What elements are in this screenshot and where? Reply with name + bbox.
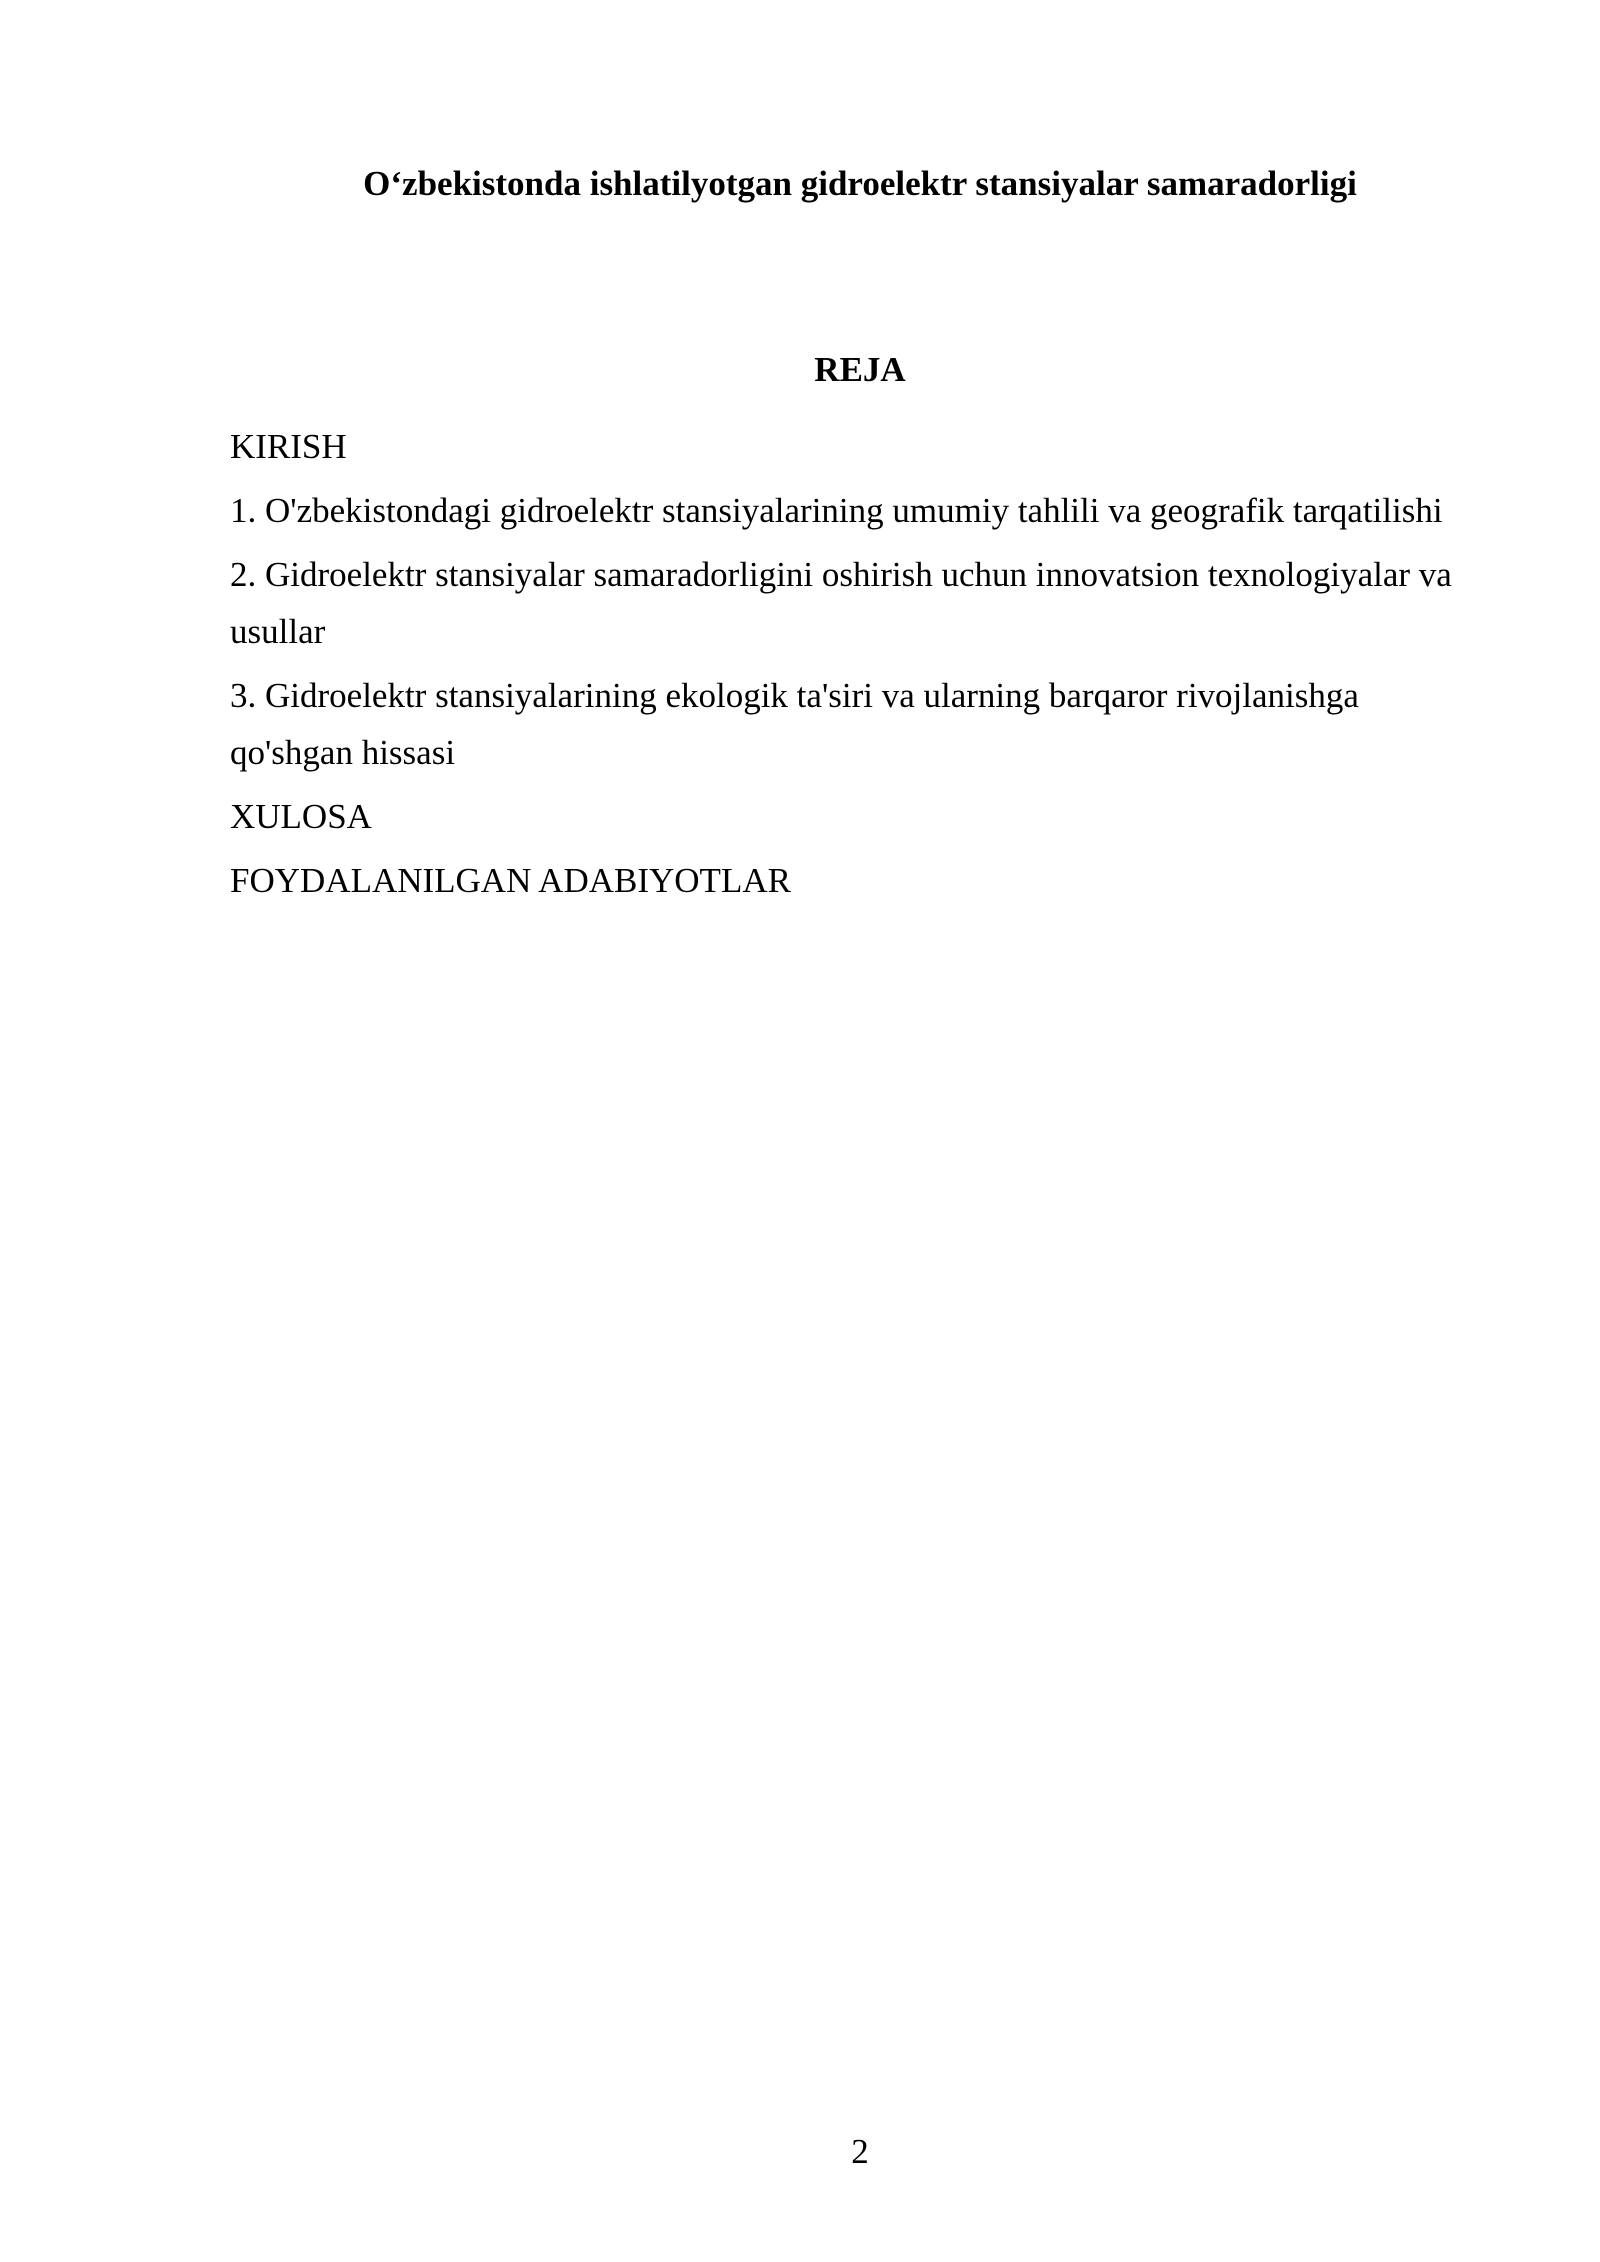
plan-item-introduction: KIRISH <box>230 427 347 466</box>
page-number: 2 <box>851 2132 869 2171</box>
document-title: O‘zbekistonda ishlatilyotgan gidroelektr stansiyalar samaradorligi <box>363 164 1357 203</box>
plan-list <box>230 418 1460 916</box>
plan-heading: REJA <box>814 350 906 389</box>
plan-item-conclusion: XULOSA <box>230 797 372 836</box>
plan-item-section-3: 3. Gidroelektr stansiyalarining ekologik ta'siri va ularning barqaror rivojlanishga qo'shgan hissasi <box>230 676 1359 772</box>
plan-item-section-2: 2. Gidroelektr stansiyalar samaradorligini oshirish uchun innovatsion texnologiyalar va usullar <box>230 555 1452 651</box>
plan-item-references: FOYDALANILGAN ADABIYOTLAR <box>230 861 791 900</box>
plan-item-section-1: 1. O'zbekistondagi gidroelektr stansiyalarining umumiy tahlili va geografik tarqatilishi <box>230 491 1443 530</box>
